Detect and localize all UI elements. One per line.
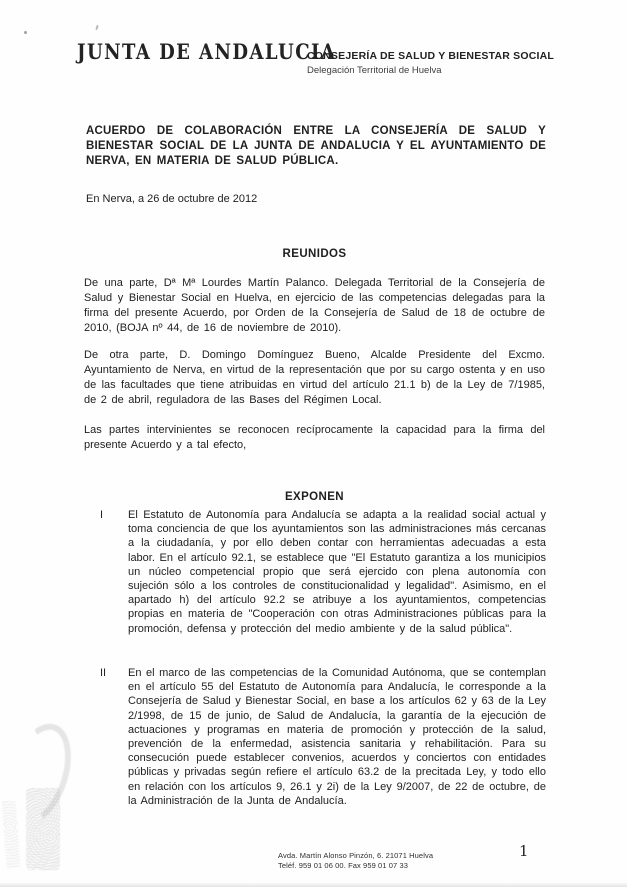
exponen-item-2 <box>100 666 546 808</box>
footer-phone-line: Teléf. 959 01 06 00. Fax 959 01 07 33 <box>278 861 409 870</box>
scan-speck-dot <box>24 31 27 34</box>
paragraph-party-one: De una parte, Dª Mª Lourdes Martín Palanco. Delegada Territorial de la Consejería de Salud y Bienestar Social en Huelva, en ejercicio de las competencias delegadas para la firma del presente Acuerdo, por Orden de la Consejería de Salud de 18 de octubre de 2010, (BOJA nº 44, de 16 de noviembre de 2010). <box>84 277 545 334</box>
footer-address-line: Avda. Martín Alonso Pinzón, 6. 21071 Huelva <box>278 851 434 860</box>
dateline: En Nerva, a 26 de octubre de 2012 <box>86 193 258 205</box>
scan-smudge-tail <box>2 800 21 869</box>
letterhead-org-block <box>307 50 587 76</box>
scan-smudge-body <box>26 788 60 870</box>
scan-smudge-artifact <box>0 720 72 885</box>
footer-address-block <box>278 851 433 871</box>
paragraph-capacity: Las partes intervinientes se reconocen recíprocamente la capacidad para la firma del presente Acuerdo y a tal efecto, <box>84 424 545 451</box>
scan-smudge-arc <box>0 716 83 833</box>
org-subdivision: Delegación Territorial de Huelva <box>307 65 442 76</box>
exponen-item-1-text: El Estatuto de Autonomía para Andalucía se adapta a la realidad social actual y toma conciencia de que los ayuntamientos son las administraciones más cercanas a la ciudadanía, y por ello deben contar con herramientas adecuadas a esta labor. En el artículo 92.1, se establece que "El Estatuto garantiza a los municipios un núcleo competencial propio que será ejercido con plena autonomía con sujeción sólo a los controles de constitucionalidad y legalidad". Asimismo, en el apartado h) del artículo 92.2 se atribuye a los ayuntamientos, competencias propias en materia de "Cooperación con otras Administraciones públicas para la promoción, defensa y protección del medio ambiente y de la salud pública". <box>128 509 546 635</box>
exponen-item-2-numeral: II <box>100 667 107 679</box>
exponen-item-1-numeral: I <box>100 509 104 521</box>
junta-de-andalucia-logo: JUNTA DE ANDALUCIA <box>77 40 337 65</box>
exponen-item-2-text: En el marco de las competencias de la Comunidad Autónoma, que se contemplan en el artículo 55 del Estatuto de Autonomía para Andalucía, le corresponde a la Consejería de Salud y Bienestar Social, en base a los artículos 62 y 63 de la Ley 2/1998, de 15 de junio, de Salud de Andalucía, la garantía de la ejecución de actuaciones y programas en materia de promoción y protección de la salud, prevención de la enfermedad, asistencia sanitaria y rehabilitación. Para su consecución puede establecer convenios, acuerdos y conciertos con entidades públicas y privadas según refiere el artículo 63.2 de la precitada Ley, y todo ello en relación con los artículos 9, 26.1 y 2i) de la Ley 9/2007, de 22 de octubre, de la Administración de la Junta de Andalucía. <box>128 667 546 807</box>
org-name: CONSEJERÍA DE SALUD Y BIENESTAR SOCIAL <box>307 50 554 62</box>
page-number: 1 <box>519 842 529 860</box>
scan-bottom-edge-shadow <box>0 882 627 887</box>
section-heading-exponen: EXPONEN <box>284 490 345 503</box>
document-title: ACUERDO DE COLABORACIÓN ENTRE LA CONSEJERÍA DE SALUD Y BIENESTAR SOCIAL DE LA JUNTA DE ANDALUCIA Y EL AYUNTAMIENTO DE NERVA, EN MATERIA DE SALUD PÚBLICA. <box>86 124 546 167</box>
section-heading-reunidos: REUNIDOS <box>282 247 347 260</box>
paragraph-party-two: De otra parte, D. Domingo Domínguez Bueno, Alcalde Presidente del Excmo. Ayuntamiento de Nerva, en virtud de la representación que por su cargo ostenta y en uso de las facultades que tiene atribuidas en virtud del artículo 21.1 b) de la Ley de 7/1985, de 2 de abril, reguladora de las Bases del Régimen Local. <box>84 349 545 406</box>
exponen-item-1 <box>100 508 546 636</box>
scan-speck-tick <box>95 25 98 30</box>
